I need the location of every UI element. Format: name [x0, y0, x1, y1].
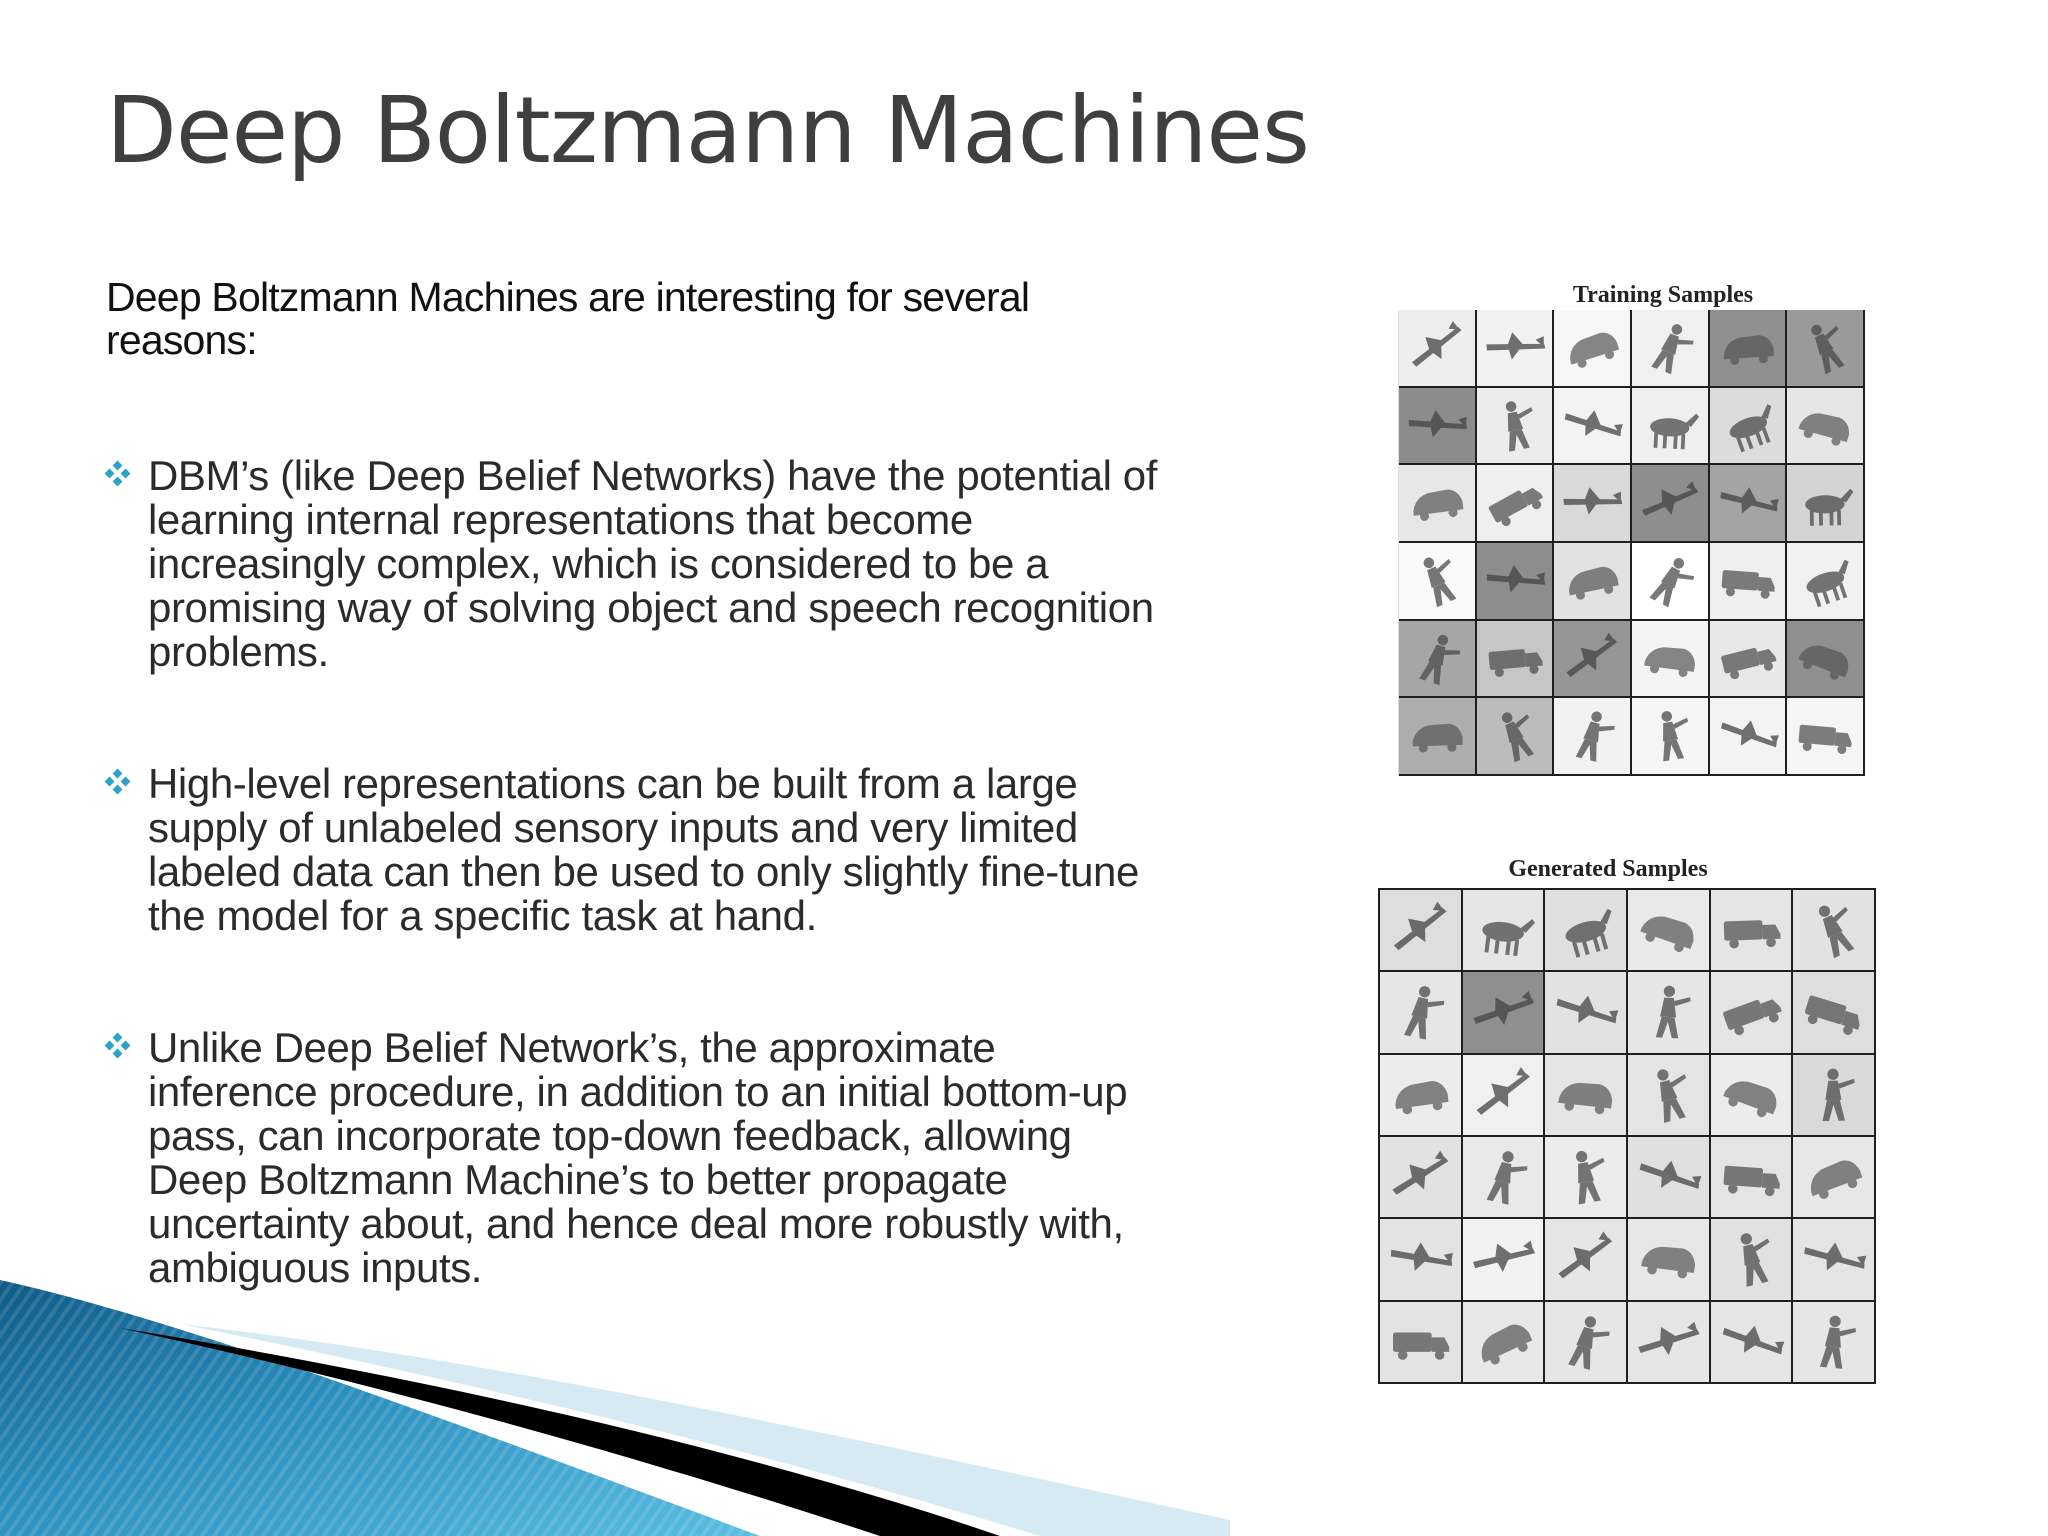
sample-thumbnail	[1477, 310, 1555, 388]
sample-thumbnail	[1710, 465, 1788, 543]
sample-thumbnail	[1711, 1055, 1794, 1137]
sample-thumbnail	[1793, 890, 1876, 972]
plane-silhouette-icon	[1628, 1302, 1709, 1382]
animal-silhouette-icon	[1710, 388, 1786, 464]
sample-thumbnail	[1793, 1219, 1876, 1301]
sample-thumbnail	[1787, 310, 1865, 388]
truck-silhouette-icon	[1711, 1137, 1792, 1217]
figure-silhouette-icon	[1632, 310, 1708, 386]
plane-silhouette-icon	[1477, 310, 1553, 386]
bullet-item	[104, 454, 1174, 674]
truck-silhouette-icon	[1710, 543, 1786, 619]
truck-silhouette-icon	[1477, 621, 1553, 697]
plane-silhouette-icon	[1710, 465, 1786, 541]
figure-silhouette-icon	[1545, 1302, 1626, 1382]
sample-thumbnail	[1380, 1137, 1463, 1219]
sample-thumbnail	[1793, 1137, 1876, 1219]
car-silhouette-icon	[1787, 388, 1863, 464]
sample-thumbnail	[1554, 698, 1632, 776]
sample-thumbnail	[1380, 1219, 1463, 1301]
truck-silhouette-icon	[1380, 1302, 1461, 1382]
plane-silhouette-icon	[1554, 465, 1630, 541]
sample-thumbnail	[1477, 698, 1555, 776]
sample-thumbnail	[1477, 465, 1555, 543]
sample-thumbnail	[1380, 1055, 1463, 1137]
truck-silhouette-icon	[1710, 621, 1786, 697]
plane-silhouette-icon	[1632, 465, 1708, 541]
training-samples-caption: Training Samples	[1572, 282, 1754, 308]
sample-thumbnail	[1628, 1055, 1711, 1137]
sample-thumbnail	[1399, 543, 1477, 621]
sample-thumbnail	[1463, 1219, 1546, 1301]
car-silhouette-icon	[1628, 1219, 1709, 1299]
figure-silhouette-icon	[1793, 890, 1874, 970]
animal-silhouette-icon	[1787, 465, 1863, 541]
bullet-item	[104, 762, 1174, 938]
sample-thumbnail	[1399, 388, 1477, 466]
figure-silhouette-icon	[1399, 543, 1475, 619]
car-silhouette-icon	[1463, 1302, 1544, 1382]
decorative-swoosh	[0, 1280, 1230, 1536]
sample-thumbnail	[1545, 1137, 1628, 1219]
figure-silhouette-icon	[1545, 1137, 1626, 1217]
sample-thumbnail	[1554, 465, 1632, 543]
figure-silhouette-icon	[1632, 698, 1708, 774]
plane-silhouette-icon	[1463, 1055, 1544, 1135]
car-silhouette-icon	[1545, 1055, 1626, 1135]
animal-silhouette-icon	[1787, 543, 1863, 619]
sample-thumbnail	[1628, 1219, 1711, 1301]
car-silhouette-icon	[1380, 1055, 1461, 1135]
truck-silhouette-icon	[1787, 698, 1863, 774]
sample-thumbnail	[1787, 543, 1865, 621]
diamond-bullet-icon	[104, 1032, 132, 1060]
sample-thumbnail	[1711, 1137, 1794, 1219]
sample-thumbnail	[1787, 388, 1865, 466]
sample-thumbnail	[1793, 1302, 1876, 1384]
truck-silhouette-icon	[1793, 972, 1874, 1052]
training-samples-grid	[1398, 310, 1865, 776]
car-silhouette-icon	[1399, 465, 1475, 541]
figure-silhouette-icon	[1711, 1219, 1792, 1299]
sample-thumbnail	[1463, 890, 1546, 972]
plane-silhouette-icon	[1463, 972, 1544, 1052]
plane-silhouette-icon	[1399, 388, 1475, 464]
figure-silhouette-icon	[1787, 310, 1863, 386]
figure-silhouette-icon	[1380, 972, 1461, 1052]
car-silhouette-icon	[1554, 310, 1630, 386]
truck-silhouette-icon	[1711, 890, 1792, 970]
sample-thumbnail	[1628, 890, 1711, 972]
figure-silhouette-icon	[1477, 698, 1553, 774]
plane-silhouette-icon	[1554, 621, 1630, 697]
plane-silhouette-icon	[1554, 388, 1630, 464]
truck-silhouette-icon	[1711, 972, 1792, 1052]
diamond-bullet-icon	[104, 460, 132, 488]
sample-thumbnail	[1545, 1302, 1628, 1384]
sample-thumbnail	[1711, 1302, 1794, 1384]
sample-thumbnail	[1477, 621, 1555, 699]
sample-thumbnail	[1711, 972, 1794, 1054]
figure-silhouette-icon	[1399, 621, 1475, 697]
sample-thumbnail	[1399, 310, 1477, 388]
sample-thumbnail	[1463, 972, 1546, 1054]
plane-silhouette-icon	[1380, 890, 1461, 970]
car-silhouette-icon	[1628, 890, 1709, 970]
car-silhouette-icon	[1710, 310, 1786, 386]
sample-thumbnail	[1399, 465, 1477, 543]
sample-thumbnail	[1463, 1137, 1546, 1219]
sample-thumbnail	[1380, 1302, 1463, 1384]
sample-thumbnail	[1632, 465, 1710, 543]
animal-silhouette-icon	[1632, 388, 1708, 464]
car-silhouette-icon	[1554, 543, 1630, 619]
figure-silhouette-icon	[1628, 972, 1709, 1052]
sample-thumbnail	[1710, 543, 1788, 621]
sample-thumbnail	[1380, 890, 1463, 972]
bullet-text: Unlike Deep Belief Network’s, the approximate inference procedure, in addition to an initial bottom-up pass, can incorporate top-down feedback, allowing Deep Boltzmann Machine’s to better propagate uncertainty about, and hence deal more robustly with, ambiguous inputs.	[148, 1024, 1128, 1291]
bullet-text: DBM’s (like Deep Belief Networks) have the potential of learning internal representations that become increasingly complex, which is considered to be a promising way of solving object and speech recognition problems.	[148, 452, 1158, 675]
sample-thumbnail	[1787, 698, 1865, 776]
sample-thumbnail	[1710, 310, 1788, 388]
sample-thumbnail	[1545, 890, 1628, 972]
plane-silhouette-icon	[1545, 1219, 1626, 1299]
sample-thumbnail	[1787, 621, 1865, 699]
sample-thumbnail	[1793, 1055, 1876, 1137]
plane-silhouette-icon	[1380, 1137, 1461, 1217]
figure-silhouette-icon	[1632, 543, 1708, 619]
figure-silhouette-icon	[1463, 1137, 1544, 1217]
sample-thumbnail	[1477, 543, 1555, 621]
sample-thumbnail	[1628, 1137, 1711, 1219]
sample-thumbnail	[1628, 1302, 1711, 1384]
sample-thumbnail	[1554, 543, 1632, 621]
sample-thumbnail	[1554, 310, 1632, 388]
sample-thumbnail	[1380, 972, 1463, 1054]
sample-thumbnail	[1545, 1055, 1628, 1137]
sample-thumbnail	[1632, 310, 1710, 388]
animal-silhouette-icon	[1463, 890, 1544, 970]
plane-silhouette-icon	[1399, 310, 1475, 386]
car-silhouette-icon	[1399, 698, 1475, 774]
truck-silhouette-icon	[1477, 465, 1553, 541]
plane-silhouette-icon	[1793, 1219, 1874, 1299]
sample-thumbnail	[1554, 621, 1632, 699]
sample-thumbnail	[1463, 1055, 1546, 1137]
figure-silhouette-icon	[1477, 388, 1553, 464]
sample-thumbnail	[1710, 698, 1788, 776]
sample-thumbnail	[1477, 388, 1555, 466]
sample-thumbnail	[1545, 1219, 1628, 1301]
bullet-text: High-level representations can be built from a large supply of unlabeled sensory inputs and very limited labeled data can then be used to only slightly fine-tune the model for a specific task at hand.	[148, 760, 1139, 939]
animal-silhouette-icon	[1545, 890, 1626, 970]
sample-thumbnail	[1787, 465, 1865, 543]
sample-thumbnail	[1399, 621, 1477, 699]
figure-silhouette-icon	[1793, 1302, 1874, 1382]
plane-silhouette-icon	[1628, 1137, 1709, 1217]
sample-thumbnail	[1632, 621, 1710, 699]
bullet-item	[104, 1026, 1174, 1290]
slide-title: Deep Boltzmann Machines	[106, 77, 1309, 184]
sample-thumbnail	[1463, 1302, 1546, 1384]
sample-thumbnail	[1793, 972, 1876, 1054]
plane-silhouette-icon	[1545, 972, 1626, 1052]
plane-silhouette-icon	[1477, 543, 1553, 619]
sample-thumbnail	[1711, 890, 1794, 972]
generated-samples-caption: Generated Samples	[1508, 856, 1708, 882]
figure-silhouette-icon	[1793, 1055, 1874, 1135]
sample-thumbnail	[1710, 621, 1788, 699]
sample-thumbnail	[1554, 388, 1632, 466]
plane-silhouette-icon	[1380, 1219, 1461, 1299]
sample-thumbnail	[1545, 972, 1628, 1054]
diamond-bullet-icon	[104, 768, 132, 796]
sample-thumbnail	[1399, 698, 1477, 776]
intro-text: Deep Boltzmann Machines are interesting for several reasons:	[106, 274, 1030, 364]
sample-thumbnail	[1711, 1219, 1794, 1301]
sample-thumbnail	[1632, 543, 1710, 621]
sample-thumbnail	[1710, 388, 1788, 466]
car-silhouette-icon	[1632, 621, 1708, 697]
sample-thumbnail	[1632, 388, 1710, 466]
plane-silhouette-icon	[1710, 698, 1786, 774]
car-silhouette-icon	[1787, 621, 1863, 697]
car-silhouette-icon	[1793, 1137, 1874, 1217]
car-silhouette-icon	[1711, 1055, 1792, 1135]
sample-thumbnail	[1628, 972, 1711, 1054]
generated-samples-grid	[1378, 888, 1876, 1384]
figure-silhouette-icon	[1554, 698, 1630, 774]
sample-thumbnail	[1632, 698, 1710, 776]
plane-silhouette-icon	[1463, 1219, 1544, 1299]
plane-silhouette-icon	[1711, 1302, 1792, 1382]
figure-silhouette-icon	[1628, 1055, 1709, 1135]
